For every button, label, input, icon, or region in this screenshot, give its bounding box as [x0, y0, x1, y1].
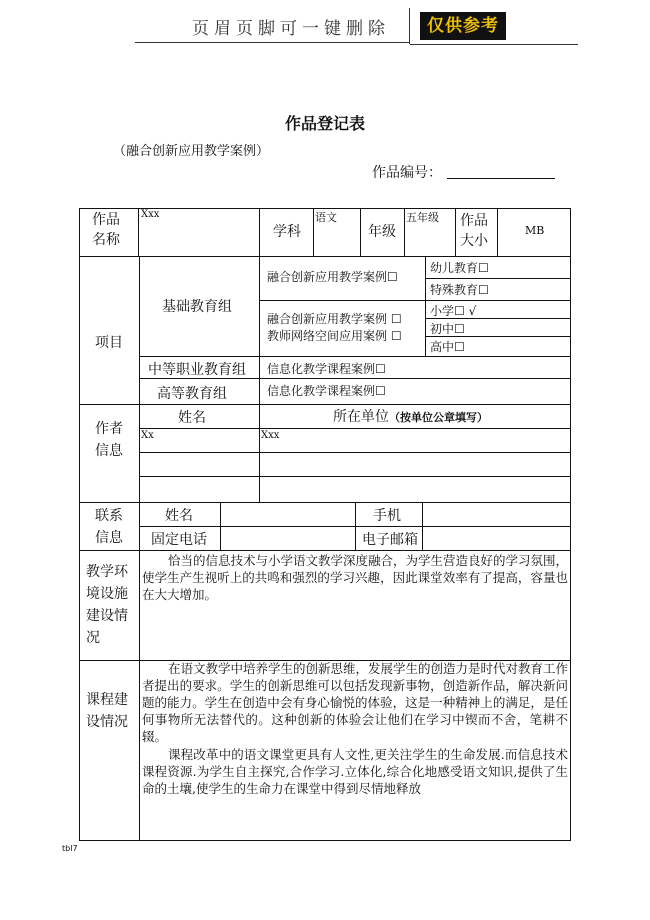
page-subtitle: （融合创新应用教学案例） [113, 144, 270, 159]
fusion-network-case-checkbox[interactable]: 融合创新应用教学案例 ☐ 教师网络空间应用案例 ☐ [267, 312, 414, 343]
work-size-label: 作品大小 [460, 213, 488, 249]
grade-value[interactable]: 五年级 [406, 211, 439, 224]
work-name-label: 作品名称 [92, 212, 120, 248]
author-unit-value[interactable]: Xxx [261, 430, 280, 441]
author-info-label: 作者信息 [95, 421, 123, 459]
vocational-education-group: 中等职业教育组 [148, 362, 246, 378]
header-underline [135, 42, 410, 43]
work-name-value[interactable]: Xxx [141, 209, 160, 220]
subject-value[interactable]: 语文 [315, 211, 337, 224]
header-divider [409, 8, 410, 44]
header-right-line [410, 44, 578, 45]
special-education-checkbox[interactable]: 特殊教育☐ [430, 283, 489, 297]
unit-label: 所在单位 [333, 409, 389, 425]
basic-education-group: 基础教育组 [162, 299, 232, 315]
author-name-header: 姓名 [178, 410, 206, 426]
email-label: 电子邮箱 [362, 532, 418, 548]
work-number-label: 作品编号： [372, 165, 442, 181]
author-name-value[interactable]: Xx [141, 430, 154, 441]
work-number-field[interactable] [447, 178, 555, 179]
environment-text: 恰当的信息技术与小学语文教学深度融合，为学生营造良好的学习氛围，使学生产生视听上的共鸣和强烈的学习兴趣，因此课堂效率有了提高，容量也在大大增加。 [142, 553, 569, 602]
footer-tag: tbl7 [62, 844, 78, 853]
vocational-case-checkbox[interactable]: 信息化教学课程案例☐ [267, 362, 386, 376]
course-paragraph-2: 课程改革中的语文课堂更具有人文性,更关注学生的生命发展.而信息技术课程资源.为学生自主探究,合作学习.立体化,综合化地感受语文知识,提供了生命的土壤,使学生的生命力在课堂中得到尽情地释放 [142, 747, 568, 796]
page-title: 作品登记表 [284, 114, 365, 133]
higher-education-group: 高等教育组 [157, 386, 227, 402]
higher-case-checkbox[interactable]: 信息化教学课程案例☐ [267, 384, 386, 398]
primary-school-checkbox[interactable]: 小学☐ √ [430, 304, 477, 318]
senior-high-checkbox[interactable]: 高中☐ [430, 340, 465, 354]
page-header-text: 页眉页脚可一键删除 [192, 19, 390, 39]
author-unit-header [333, 406, 488, 426]
project-label: 项目 [95, 335, 123, 351]
landline-label: 固定电话 [151, 532, 207, 548]
environment-label: 教学环境设施建设情况 [86, 564, 128, 646]
kindergarten-checkbox[interactable]: 幼儿教育☐ [430, 261, 489, 275]
course-label: 课程建设情况 [86, 692, 128, 730]
work-size-value[interactable]: MB [525, 224, 545, 237]
fusion-case-checkbox[interactable]: 融合创新应用教学案例☐ [267, 270, 398, 284]
contact-name-label: 姓名 [165, 508, 193, 524]
contact-info-label: 联系信息 [95, 508, 123, 546]
subject-label: 学科 [273, 224, 301, 240]
unit-note: （按单位公章填写） [389, 411, 488, 424]
junior-high-checkbox[interactable]: 初中☐ [430, 322, 465, 336]
mobile-label: 手机 [373, 508, 401, 524]
course-paragraph-1: 在语文教学中培养学生的创新思维，发展学生的创造力是时代对教育工作者提出的要求。学生的创新思维可以包括发现新事物，创造新作品，解决新问题的能力。学生在创造中会有身心愉悦的体验，这是一种精神上的满足，是任何事物所无法替代的。这种创新的体验会让他们在学习中锲而不舍，笔耕不辍。 [142, 661, 569, 744]
grade-label: 年级 [368, 224, 396, 240]
reference-only-badge: 仅供参考 [420, 12, 506, 40]
